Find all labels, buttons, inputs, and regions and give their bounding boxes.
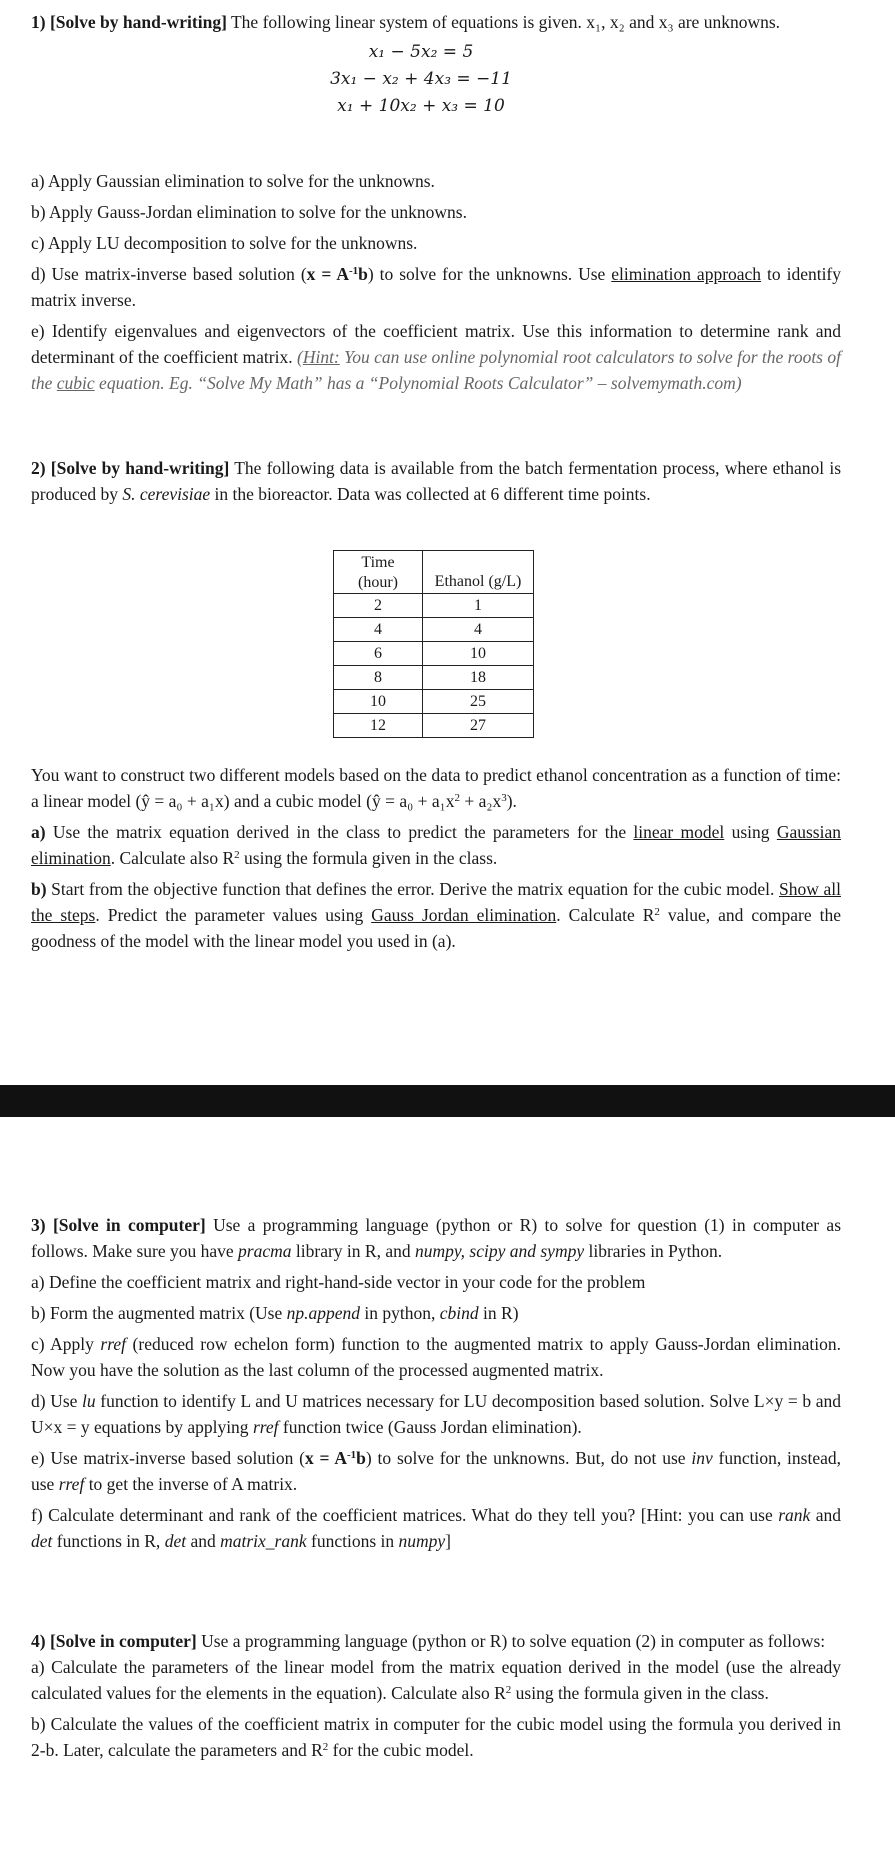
q3-part-c: c) Apply rref (reduced row echelon form) function to the augmented matrix to apply Gauss-Jordan elimination. Now you have the solution as the last column of the processed augmented matrix. xyxy=(31,1334,841,1380)
col-header-time: Time (hour) xyxy=(334,551,423,594)
cell-ethanol: 18 xyxy=(423,666,534,690)
q2-part-b: b) Start from the objective function that defines the error. Derive the matrix equation for the cubic model. Show all the steps. Predict the parameter values using Gauss Jordan elimination. Calculate $R^2$ value, and compare the goodness of the model with the linear model you used in (a). xyxy=(31,879,841,951)
cell-ethanol: 25 xyxy=(423,690,534,714)
question-2 xyxy=(31,455,841,507)
q1-part-d: d) Use matrix-inverse based solution $(x = A^{-1}b)$ to solve for the unknowns. Use elimination approach to identify matrix inverse. xyxy=(31,264,842,310)
table-row xyxy=(334,642,534,666)
question-4 xyxy=(31,1628,841,1763)
table-row xyxy=(334,594,534,618)
question-1 xyxy=(31,9,841,120)
q1-intro: 1) [Solve by hand-writing] The following linear system of equations is given. x₁, x₂ and x₃ are unknowns. xyxy=(31,12,781,32)
cell-ethanol: 1 xyxy=(423,594,534,618)
q1-equation-2: 3x₁ − x₂ + 4x₃ = −11 xyxy=(330,69,512,89)
cell-time: 4 xyxy=(334,618,423,642)
cell-time: 10 xyxy=(334,690,423,714)
q3-intro: 3) [Solve in computer] Use a programming language (python or R) to solve for question (1) in computer as follows. Make sure you have pracma library in R, and numpy, scipy and sympy libraries in Python. xyxy=(31,1215,841,1261)
table-row xyxy=(334,690,534,714)
fermentation-data-table xyxy=(333,550,534,738)
q1-equation-1: x₁ − 5x₂ = 5 xyxy=(368,42,474,62)
cell-time: 2 xyxy=(334,594,423,618)
q3-part-f: f) Calculate determinant and rank of the coefficient matrices. What do they tell you? [Hint: you can use rank and det functions in R, det and matrix_rank functions in numpy] xyxy=(31,1505,841,1551)
cell-ethanol: 27 xyxy=(423,714,534,738)
q1-part-c: c) Apply LU decomposition to solve for the unknowns. xyxy=(31,233,418,253)
cell-ethanol: 10 xyxy=(423,642,534,666)
page-divider-bar xyxy=(0,1085,895,1117)
cell-time: 12 xyxy=(334,714,423,738)
q1-part-e: e) Identify eigenvalues and eigenvectors of the coefficient matrix. Use this information to determine rank and determinant of the coefficient matrix. (Hint: You can use online polynomial root calculators to solve for the roots of the cubic equation. Eg. “Solve My Math” has a “Polynomial Roots Calculator” – solvemymath.com) xyxy=(31,321,841,393)
q4-part-a: a) Calculate the parameters of the linear model from the matrix equation derived in the model (use the already calculated values for the elements in the equation). Calculate also $R^2$ using the formula given in the class. xyxy=(31,1657,841,1703)
table-header-row xyxy=(334,551,534,594)
q3-part-e: e) Use matrix-inverse based solution $(x = A^{-1}b)$ to solve for the unknowns. But, do not use inv function, instead, use rref to get the inverse of A matrix. xyxy=(31,1448,841,1494)
q1-part-a: a) Apply Gaussian elimination to solve for the unknowns. xyxy=(31,171,435,191)
q2-part-a: a) Use the matrix equation derived in the class to predict the parameters for the linear model using Gaussian elimination. Calculate also $R^2$ using the formula given in the class. xyxy=(31,822,841,868)
q2-models: You want to construct two different models based on the data to predict ethanol concentration as a function of time: a linear model (ŷ = a₀ + a₁x) and a cubic model (ŷ = $a_0 + a_1x^2 + a_2x^3$). xyxy=(31,765,841,811)
q1-equation-3: x₁ + 10x₂ + x₃ = 10 xyxy=(337,96,505,116)
question-2-parts xyxy=(31,762,841,954)
q4-intro: 4) [Solve in computer] Use a programming language (python or R) to solve equation (2) in computer as follows: xyxy=(31,1631,826,1651)
q1-part-b: b) Apply Gauss-Jordan elimination to solve for the unknowns. xyxy=(31,202,467,222)
question-1-parts xyxy=(31,168,841,396)
table-row xyxy=(334,618,534,642)
cell-time: 8 xyxy=(334,666,423,690)
q3-part-a: a) Define the coefficient matrix and right-hand-side vector in your code for the problem xyxy=(31,1272,646,1292)
table-row xyxy=(334,714,534,738)
cell-time: 6 xyxy=(334,642,423,666)
table-row xyxy=(334,666,534,690)
question-3 xyxy=(31,1212,841,1554)
q4-part-b: b) Calculate the values of the coefficient matrix in computer for the cubic model using the formula you derived in 2-b. Later, calculate the parameters and $R^2$ for the cubic model. xyxy=(31,1714,841,1760)
cell-ethanol: 4 xyxy=(423,618,534,642)
q3-part-b: b) Form the augmented matrix (Use np.append in python, cbind in R) xyxy=(31,1303,519,1323)
q2-intro: 2) [Solve by hand-writing] The following data is available from the batch fermentation process, where ethanol is produced by S. cerevisiae in the bioreactor. Data was collected at 6 different time points. xyxy=(31,458,842,504)
q3-part-d: d) Use lu function to identify L and U matrices necessary for LU decomposition based solution. Solve L×y = b and U×x = y equations by applying rref function twice (Gauss Jordan elimination). xyxy=(31,1391,841,1437)
col-header-ethanol: Ethanol (g/L) xyxy=(423,551,534,594)
